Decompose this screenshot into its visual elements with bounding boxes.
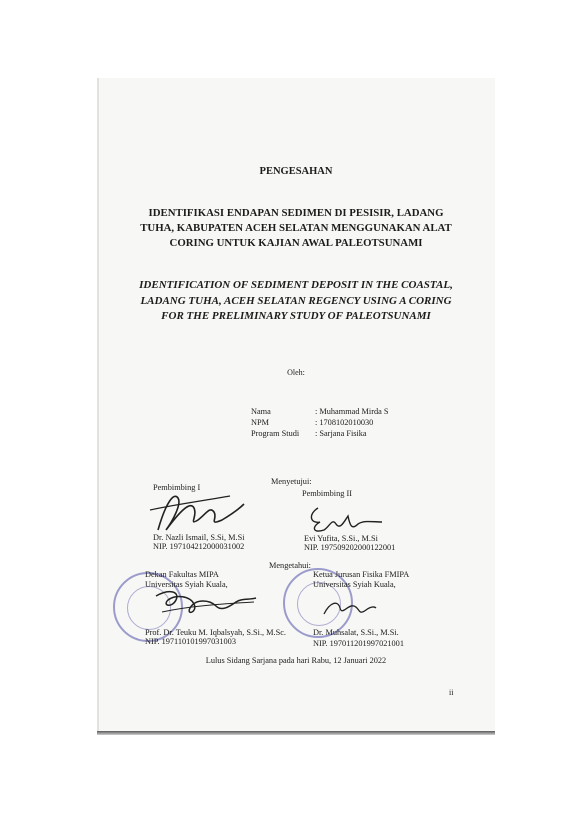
supervisor2-nip: NIP. 197509202000122001 <box>304 543 396 552</box>
thesis-title-english: IDENTIFICATION OF SEDIMENT DEPOSIT IN THE COASTAL, LADANG TUHA, ACEH SELATAN REGENCY USING A CORING FOR THE PRELIMINARY STUDY OF PALEOTSUNAMI <box>139 279 453 322</box>
name-label: Nama <box>251 407 271 416</box>
supervisor1-nip: NIP. 197104212000031002 <box>153 542 245 551</box>
graduation-note: Lulus Sidang Sarjana pada hari Rabu, 12 Januari 2022 <box>205 656 387 665</box>
supervisor2-name: Evi Yufita, S.Si., M.Si <box>304 534 378 543</box>
dean-institution: Universitas Syiah Kuala, <box>145 580 228 589</box>
signature-dean <box>150 582 260 624</box>
dean-name: Prof. Dr. Teuku M. Iqbalsyah, S.Si., M.Sc. <box>145 628 287 637</box>
signature-head <box>318 596 378 622</box>
head-nip: NIP. 197011201997021001 <box>313 639 404 648</box>
acknowledged-label: Mengetahui: <box>269 561 311 570</box>
head-institution: Universitas Syiah Kuala, <box>313 580 396 589</box>
supervisor1-role: Pembimbing I <box>153 483 201 492</box>
signature-supervisor2 <box>304 500 384 538</box>
page-shadow <box>97 731 495 735</box>
name-value: : Muhammad Mirda S <box>315 407 389 416</box>
student-info <box>251 406 389 439</box>
dean-nip: NIP. 197110101997031003 <box>145 637 236 646</box>
npm-value: : 1708102010030 <box>315 418 374 427</box>
by-label: Oleh: <box>287 368 305 377</box>
page-title: PENGESAHAN <box>259 166 333 177</box>
head-name: Dr. Muhsalat, S.Si., M.Si. <box>313 628 399 637</box>
program-value: : Sarjana Fisika <box>315 429 367 438</box>
supervisor1-name: Dr. Nazli Ismail, S.Si, M.Si <box>153 533 245 542</box>
page-number: ii <box>449 688 454 697</box>
dean-role: Dekan Fakultas MIPA <box>145 570 219 579</box>
program-label: Program Studi <box>251 429 300 438</box>
head-role: Ketua Jurusan Fisika FMIPA <box>313 570 410 579</box>
approved-label: Menyetujui: <box>271 477 312 486</box>
npm-label: NPM <box>251 418 269 427</box>
supervisor2-role: Pembimbing II <box>302 489 353 498</box>
signature-supervisor1 <box>148 486 248 536</box>
thesis-title-indonesian: IDENTIFIKASI ENDAPAN SEDIMEN DI PESISIR, LADANG TUHA, KABUPATEN ACEH SELATAN MENGGUNAKAN ALAT CORING UNTUK KAJIAN AWAL PALEOTSUNAMI <box>140 207 452 249</box>
